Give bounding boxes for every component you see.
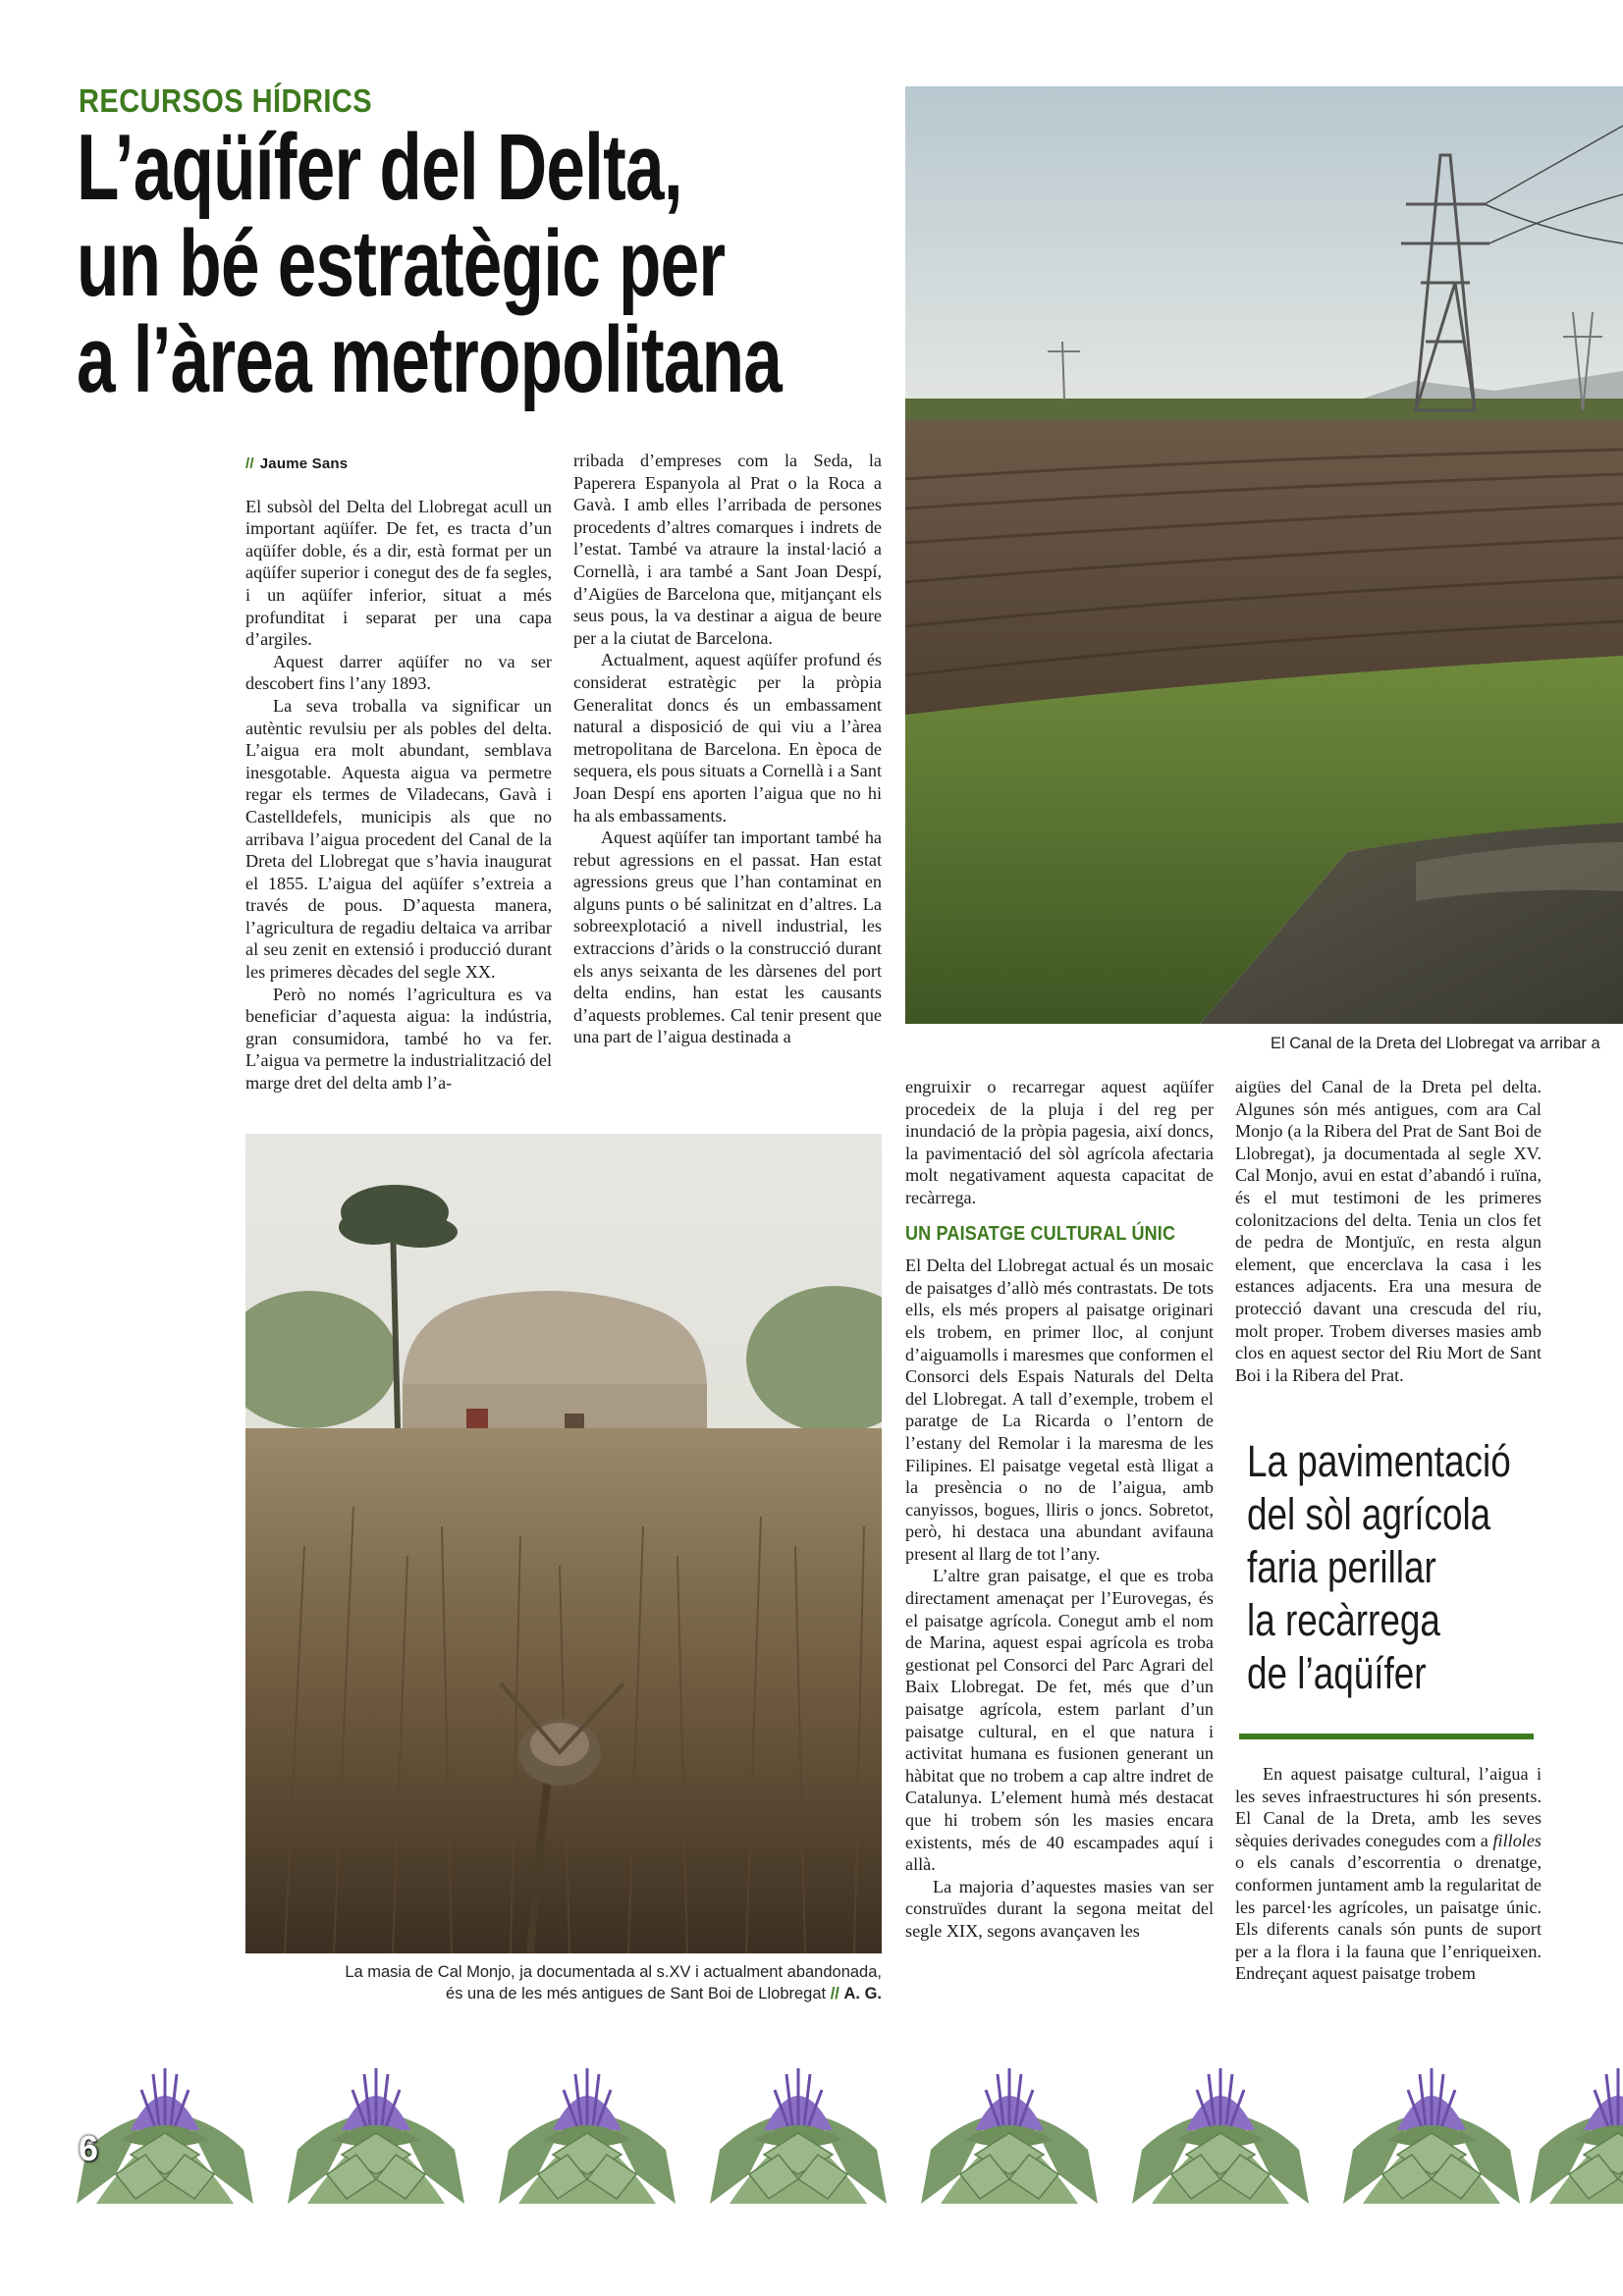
headline-line-3: a l’àrea metropolitana	[77, 307, 783, 412]
headline	[77, 115, 788, 412]
photo-canal-fields	[905, 86, 1623, 1024]
credit-slashes: //	[830, 1985, 839, 2002]
article-column-4-bottom	[1235, 1763, 1542, 1985]
col3-paragraph: L’altre gran paisatge, el que es troba directament amenaçat per l’Eurovegas, és el paisatge agrícola. Conegut amb el nom de Marina, aquest espai agrícola es troba gestionat pel Consorci del Parc Agrari del Baix Llobregat. De fet, més que d’un paisatge agrícola, estem parlant d’un paisatge cultural, en el que natura i activitat humana es fusionen generant un hàbitat que no trobem a cap altre indret de Catalunya. L’element humà més destacat que hi trobem són les masies encara existents, més de 40 escampades aquí i allà.	[905, 1566, 1214, 1875]
col4-top-paragraph: aigües del Canal de la Dreta pel delta. Algunes són més antigues, com ara Cal Monjo (a la Ribera del Prat de Sant Boi de Llobregat), ja documentada al segle XV. Cal Monjo, avui en estat d’abandó i ruïna, és el mut testimoni de les primeres colonitzacions del delta. Tenia un clos fet de pedra de Montjuïc, en resta algun element, que encerclava la casa i les estances adjacents. Era una mesura de protecció davant una crescuda del riu, molt proper. Trobem diverses masies amb clos en aquest sector del Riu Mort de Sant Boi i la Ribera del Prat.	[1235, 1077, 1542, 1385]
col1-paragraph: Aquest darrer aqüífer no va ser descobert fins l’any 1893.	[245, 651, 552, 694]
artichoke-strip	[77, 2056, 1623, 2204]
caption-line-2	[245, 1983, 882, 2004]
col3-paragraph: La majoria d’aquestes masies van ser construïdes durant la segona meitat del segle XIX, segons avançaven les	[905, 1876, 1214, 1941]
col1-paragraph: La seva troballa va significar un autèntic revulsiu per als pobles del delta. L’aigua era molt abundant, semblava inesgotable. Aquesta aigua va permetre regar els termes de Viladecans, Gavà i Castelldefels, municipis als que no arribava l’aigua procedent del Canal de la Dreta del Llobregat que s’havia inaugurat el 1855. L’aigua del aqüífer s’extreia a través de pous. D’aquesta manera, l’agricultura de regadiu deltaica va arribar al seu zenit en extensió i producció durant les primeres dècades del segle XX.	[245, 695, 552, 983]
col4-bottom-text-a: En aquest paisatge cultural, l’aigua i les seves infraestructures hi són presents. El Canal de la Dreta, amb les seves sèquies derivades conegudes com a	[1235, 1764, 1542, 1850]
artichoke-strip-art	[77, 2056, 1623, 2204]
credit-initials: A. G.	[843, 1985, 882, 2002]
byline-slashes: //	[245, 455, 254, 472]
pull-quote	[1247, 1435, 1513, 1700]
col4-bottom-text-b: o els canals d’escorrentia o drenatge, conformen juntament amb la regularitat de les parcel·les agrícoles, un paisatge únic. Els diferents canals són punts de suport per a la flora i la fauna que l’enriqueixen. Endreçant aquest paisatge trobem	[1235, 1852, 1542, 1984]
col3-paragraph: El Delta del Llobregat actual és un mosaic de paisatges d’allò més contrastats. De tots ells, els més propers al paisatge originari els trobem, en primer lloc, al conjunt d’aiguamolls i maresmes que conformen el Consorci dels Espais Naturals del Delta del Llobregat. A tall d’exemple, trobem el paratge de La Ricarda o l’entorn de l’estany del Remolar i la maresma de les Filipines. El paisatge vegetal està lligat a la presència o no de l’aigua, amb canyissos, bogues, lliris o joncs. Sobretot, però, hi destaca una abundant avifauna present al llarg de tot l’any.	[905, 1255, 1214, 1564]
col3-intro-paragraph: engruixir o recarregar aquest aqüífer procedeix de la pluja i del reg per inundació de la pròpia pagesia, així doncs, la pavimentació del sòl agrícola afectaria molt negativament aquesta capacitat de recàrrega.	[905, 1077, 1214, 1207]
article-column-1	[245, 454, 552, 1095]
article-column-2	[573, 450, 882, 1048]
caption-bottom-photo	[245, 1961, 882, 2004]
caption-top-photo: El Canal de la Dreta del Llobregat va arribar a	[1271, 1035, 1600, 1052]
byline	[245, 454, 552, 476]
section-subhead: UN PAISATGE CULTURAL ÚNIC	[905, 1222, 1176, 1245]
photo-cal-monjo	[245, 1134, 882, 1953]
pull-quote-line: de l’aqüífer	[1247, 1648, 1427, 1698]
col4-bottom-paragraph	[1235, 1763, 1542, 1985]
pull-quote-line: faria perillar	[1247, 1542, 1436, 1592]
pull-quote-line: La pavimentació	[1247, 1436, 1511, 1486]
page-number: 6	[79, 2128, 99, 2168]
caption-line-1: La masia de Cal Monjo, ja documentada al s.XV i actualment abandonada,	[345, 1963, 882, 1981]
pull-quote-line: la recàrrega	[1247, 1595, 1440, 1645]
col1-paragraph: Però no només l’agricultura es va beneficiar d’aquesta aigua: la indústria, gran consumidora, també ho va fer. L’aigua va permetre la industrialització del marge dret del delta amb l’a-	[245, 984, 552, 1094]
section-kicker: RECURSOS HÍDRICS	[79, 82, 373, 119]
byline-author: Jaume Sans	[259, 455, 349, 472]
col2-paragraph: Aquest aqüífer tan important també ha rebut agressions en el passat. Han estat agressions greus que l’han contaminat en alguns punts o bé salinitzat en d’altres. La sobreexplotació a nivell industrial, les extraccions d’àrids o la construcció durant els anys seixanta de les dàrsenes del port delta endins, han estat les causants d’aquests problemes. Cal tenir present que una part de l’aigua destinada a	[573, 828, 882, 1047]
col1-paragraph: El subsòl del Delta del Llobregat acull un important aqüífer. De fet, es tracta d’un aqüífer doble, és a dir, està format per un aqüífer superior i conegut des de fa segles, i un aqüífer inferior, situat a més profunditat i separat per una capa d’argiles.	[245, 496, 552, 650]
pull-quote-rule	[1239, 1734, 1534, 1739]
headline-line-2: un bé estratègic per	[77, 211, 726, 316]
col2-paragraph: Actualment, aquest aqüífer profund és considerat estratègic per la pròpia Generalitat doncs és un embassament natural a disposició de qui viu a l’àrea metropolitana de Barcelona. En època de sequera, els pous situats a Cornellà i a Sant Joan Despí ens aporten l’aigua que no hi ha als embassaments.	[573, 650, 882, 826]
photo-credit	[831, 1985, 882, 2002]
pull-quote-line: del sòl agrícola	[1247, 1489, 1491, 1539]
headline-line-1: L’aqüífer del Delta,	[77, 115, 682, 220]
col4-bottom-emphasis: filloles	[1492, 1830, 1542, 1850]
article-column-3	[905, 1076, 1214, 1943]
col2-paragraph: rribada d’empreses com la Seda, la Paperera Espanyola al Prat o la Roca a Gavà. I amb elles l’arribada de persones procedents d’altres comarques i indrets de l’estat. També va atraure la instal·lació a Cornellà, i ara també a Sant Joan Despí, d’Aigües de Barcelona que, mitjançant els seus pous, la va destinar a aigua de beure per a la ciutat de Barcelona.	[573, 451, 882, 648]
caption-line-2-text: és una de les més antigues de Sant Boi de Llobregat	[446, 1985, 827, 2002]
article-column-4-top	[1235, 1076, 1542, 1386]
